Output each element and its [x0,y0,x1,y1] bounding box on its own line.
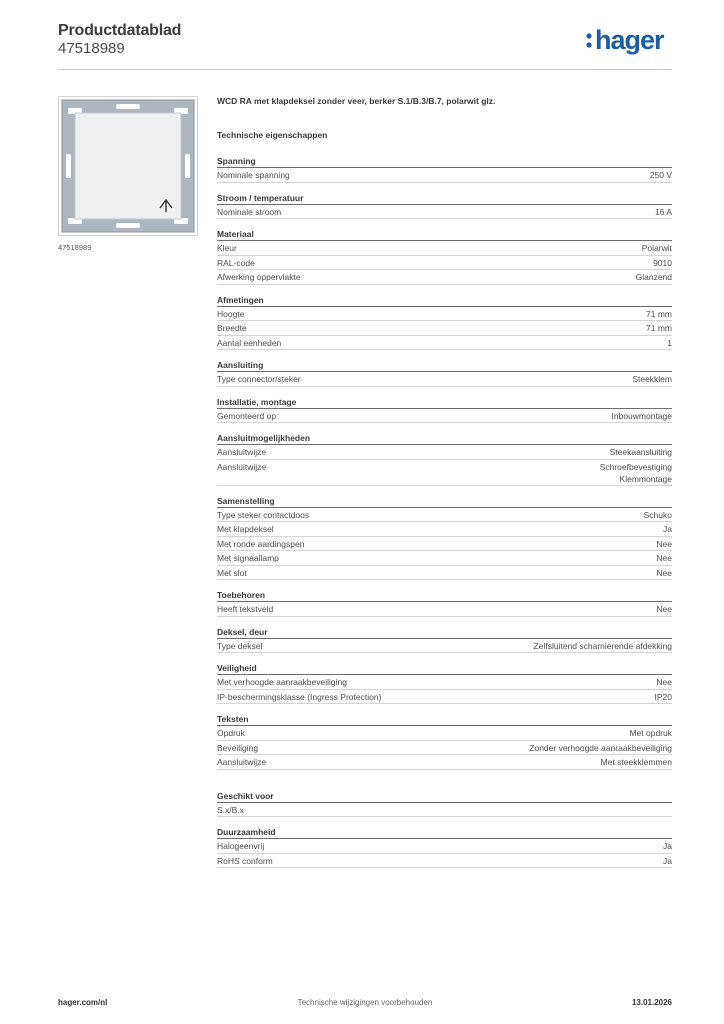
spec-row [217,803,672,818]
spec-label: Nominale stroom [217,206,282,217]
spec-value: Schuko [643,509,672,520]
document-title: Productdatablad [58,22,182,39]
spec-value: Nee [656,604,672,614]
spec-value: 9010 [653,257,672,268]
spec-label: Aansluitwijze [217,461,267,472]
product-image-caption: 47518989 [58,243,92,252]
spec-section [217,826,672,868]
header-divider [58,69,672,70]
product-image [58,96,198,236]
spec-row [217,256,672,271]
spec-value: Inbouwmontage [611,410,672,421]
spec-value: Glanzend [635,272,672,282]
spec-row [217,522,672,537]
spec-row [217,270,672,285]
page-footer [58,998,672,1012]
spec-value: Steekaansluiting [609,447,672,457]
spec-value: Schroefbevestiging Klemmontage [599,461,672,484]
spec-row [217,460,672,486]
spec-label: Nominale spanning [217,170,290,180]
spec-row [217,336,672,351]
spec-row [217,602,672,617]
spec-label: Heeft tekstveld [217,604,274,614]
section-title: Deksel, deur [217,626,672,639]
spec-label: RoHS conform [217,855,273,866]
section-title: Aansluitmogelijkheden [217,432,672,445]
spec-value: Ja [663,855,672,866]
spec-row [217,321,672,336]
spec-section [217,192,672,220]
spec-row [217,839,672,854]
spec-value: 71 mm [646,308,672,319]
footer-date: 13.01.2026 [631,998,672,1007]
logo-text: hager [595,25,664,55]
spec-value: 16 A [654,206,672,217]
spec-label: Met slot [217,567,247,578]
spec-label: Met ronde aardingspen [217,538,305,549]
spec-section [217,495,672,581]
product-description: WCD RA met klapdeksel zonder veer, berker S.1/B.3/B.7, polarwit glz. [217,96,496,106]
spec-value: Nee [656,538,672,549]
spec-section [217,155,672,183]
spec-content [217,95,672,868]
spec-value: Nee [656,567,672,578]
spec-value: IP20 [654,691,672,702]
spec-label: Aansluitwijze [217,447,267,457]
spec-value: Ja [663,524,672,534]
spec-row [217,409,672,424]
spec-row [217,755,672,770]
section-title: Veiligheid [217,662,672,675]
spec-label: Type steker contactdoos [217,509,310,520]
spec-label: Type connector/steker [217,374,301,384]
spec-row [217,537,672,552]
spec-label: Halogeenvrij [217,841,265,851]
spec-label: Met signaallamp [217,553,279,563]
spec-value: Nee [656,553,672,563]
spec-label: Type deksel [217,640,263,651]
spec-row [217,445,672,460]
section-title: Duurzaamheid [217,826,672,839]
footer-website: hager.com/nl [58,998,108,1007]
spec-section [217,432,672,486]
spec-value: Ja [663,841,672,851]
spec-value: 250 V [649,170,672,180]
spec-label: Breedte [217,323,247,333]
section-title: Geschikt voor [217,790,672,803]
spec-row [217,639,672,654]
spec-value: Met steekklemmen [600,757,672,767]
section-title: Spanning [217,155,672,168]
spec-row [217,675,672,690]
spec-value: Polarwit [641,243,672,253]
spec-value: Met opdruk [629,728,672,738]
spec-value: 71 mm [646,323,672,333]
spec-section [217,228,672,285]
section-title: Installatie, montage [217,396,672,409]
spec-label: Aansluitwijze [217,757,267,767]
spec-row [217,741,672,756]
spec-row [217,307,672,322]
spec-value: Zonder verhoogde aanraakbeveiliging [529,742,672,753]
spec-label: Hoogte [217,308,245,319]
spec-row [217,566,672,581]
document-number: 47518989 [58,40,125,57]
spec-value: 1 [667,337,672,348]
footer-notice: Technische wijzigingen voorbehouden [297,998,433,1007]
spec-row [217,241,672,256]
page-header [58,20,672,70]
spec-row [217,205,672,220]
section-title: Samenstelling [217,495,672,508]
section-title: Teksten [217,713,672,726]
spec-section [217,790,672,818]
section-title: Toebehoren [217,589,672,602]
spec-row [217,508,672,523]
section-title: Aansluiting [217,359,672,372]
spec-label: IP-beschermingsklasse (Ingress Protection) [217,691,382,702]
spec-label: RAL-code [217,257,255,268]
spec-value: Zelfsluitend scharnierende afdekking [533,640,672,651]
spec-section [217,294,672,351]
spec-row [217,690,672,705]
section-title: Materiaal [217,228,672,241]
spec-section [217,662,672,704]
spec-row [217,551,672,566]
spec-row [217,726,672,741]
spec-section [217,396,672,424]
spec-label: Beveiliging [217,742,259,753]
spec-label: Afwerking oppervlakte [217,272,301,282]
spec-section [217,589,672,617]
spec-label: Kleur [217,243,237,253]
spec-row [217,372,672,387]
spec-row [217,854,672,869]
spec-section [217,359,672,387]
spec-label: Met klapdeksel [217,524,274,534]
spec-label: Gemonteerd op [217,410,277,421]
spec-value: Steekklem [632,374,672,384]
spec-label: Opdruk [217,728,245,738]
spec-row [217,168,672,183]
section-title: Stroom / temperatuur [217,192,672,205]
spec-section [217,626,672,654]
hager-logo [580,20,672,60]
spec-label: Met verhoogde aanraakbeveiliging [217,677,347,687]
spec-section [217,713,672,770]
spec-label: S.x/B.x [217,804,244,815]
spec-value: Nee [656,677,672,687]
specs-heading: Technische eigenschappen [217,130,328,140]
section-title: Afmetingen [217,294,672,307]
spec-label: Aantal eenheden [217,337,282,348]
spec-sections [217,155,672,868]
